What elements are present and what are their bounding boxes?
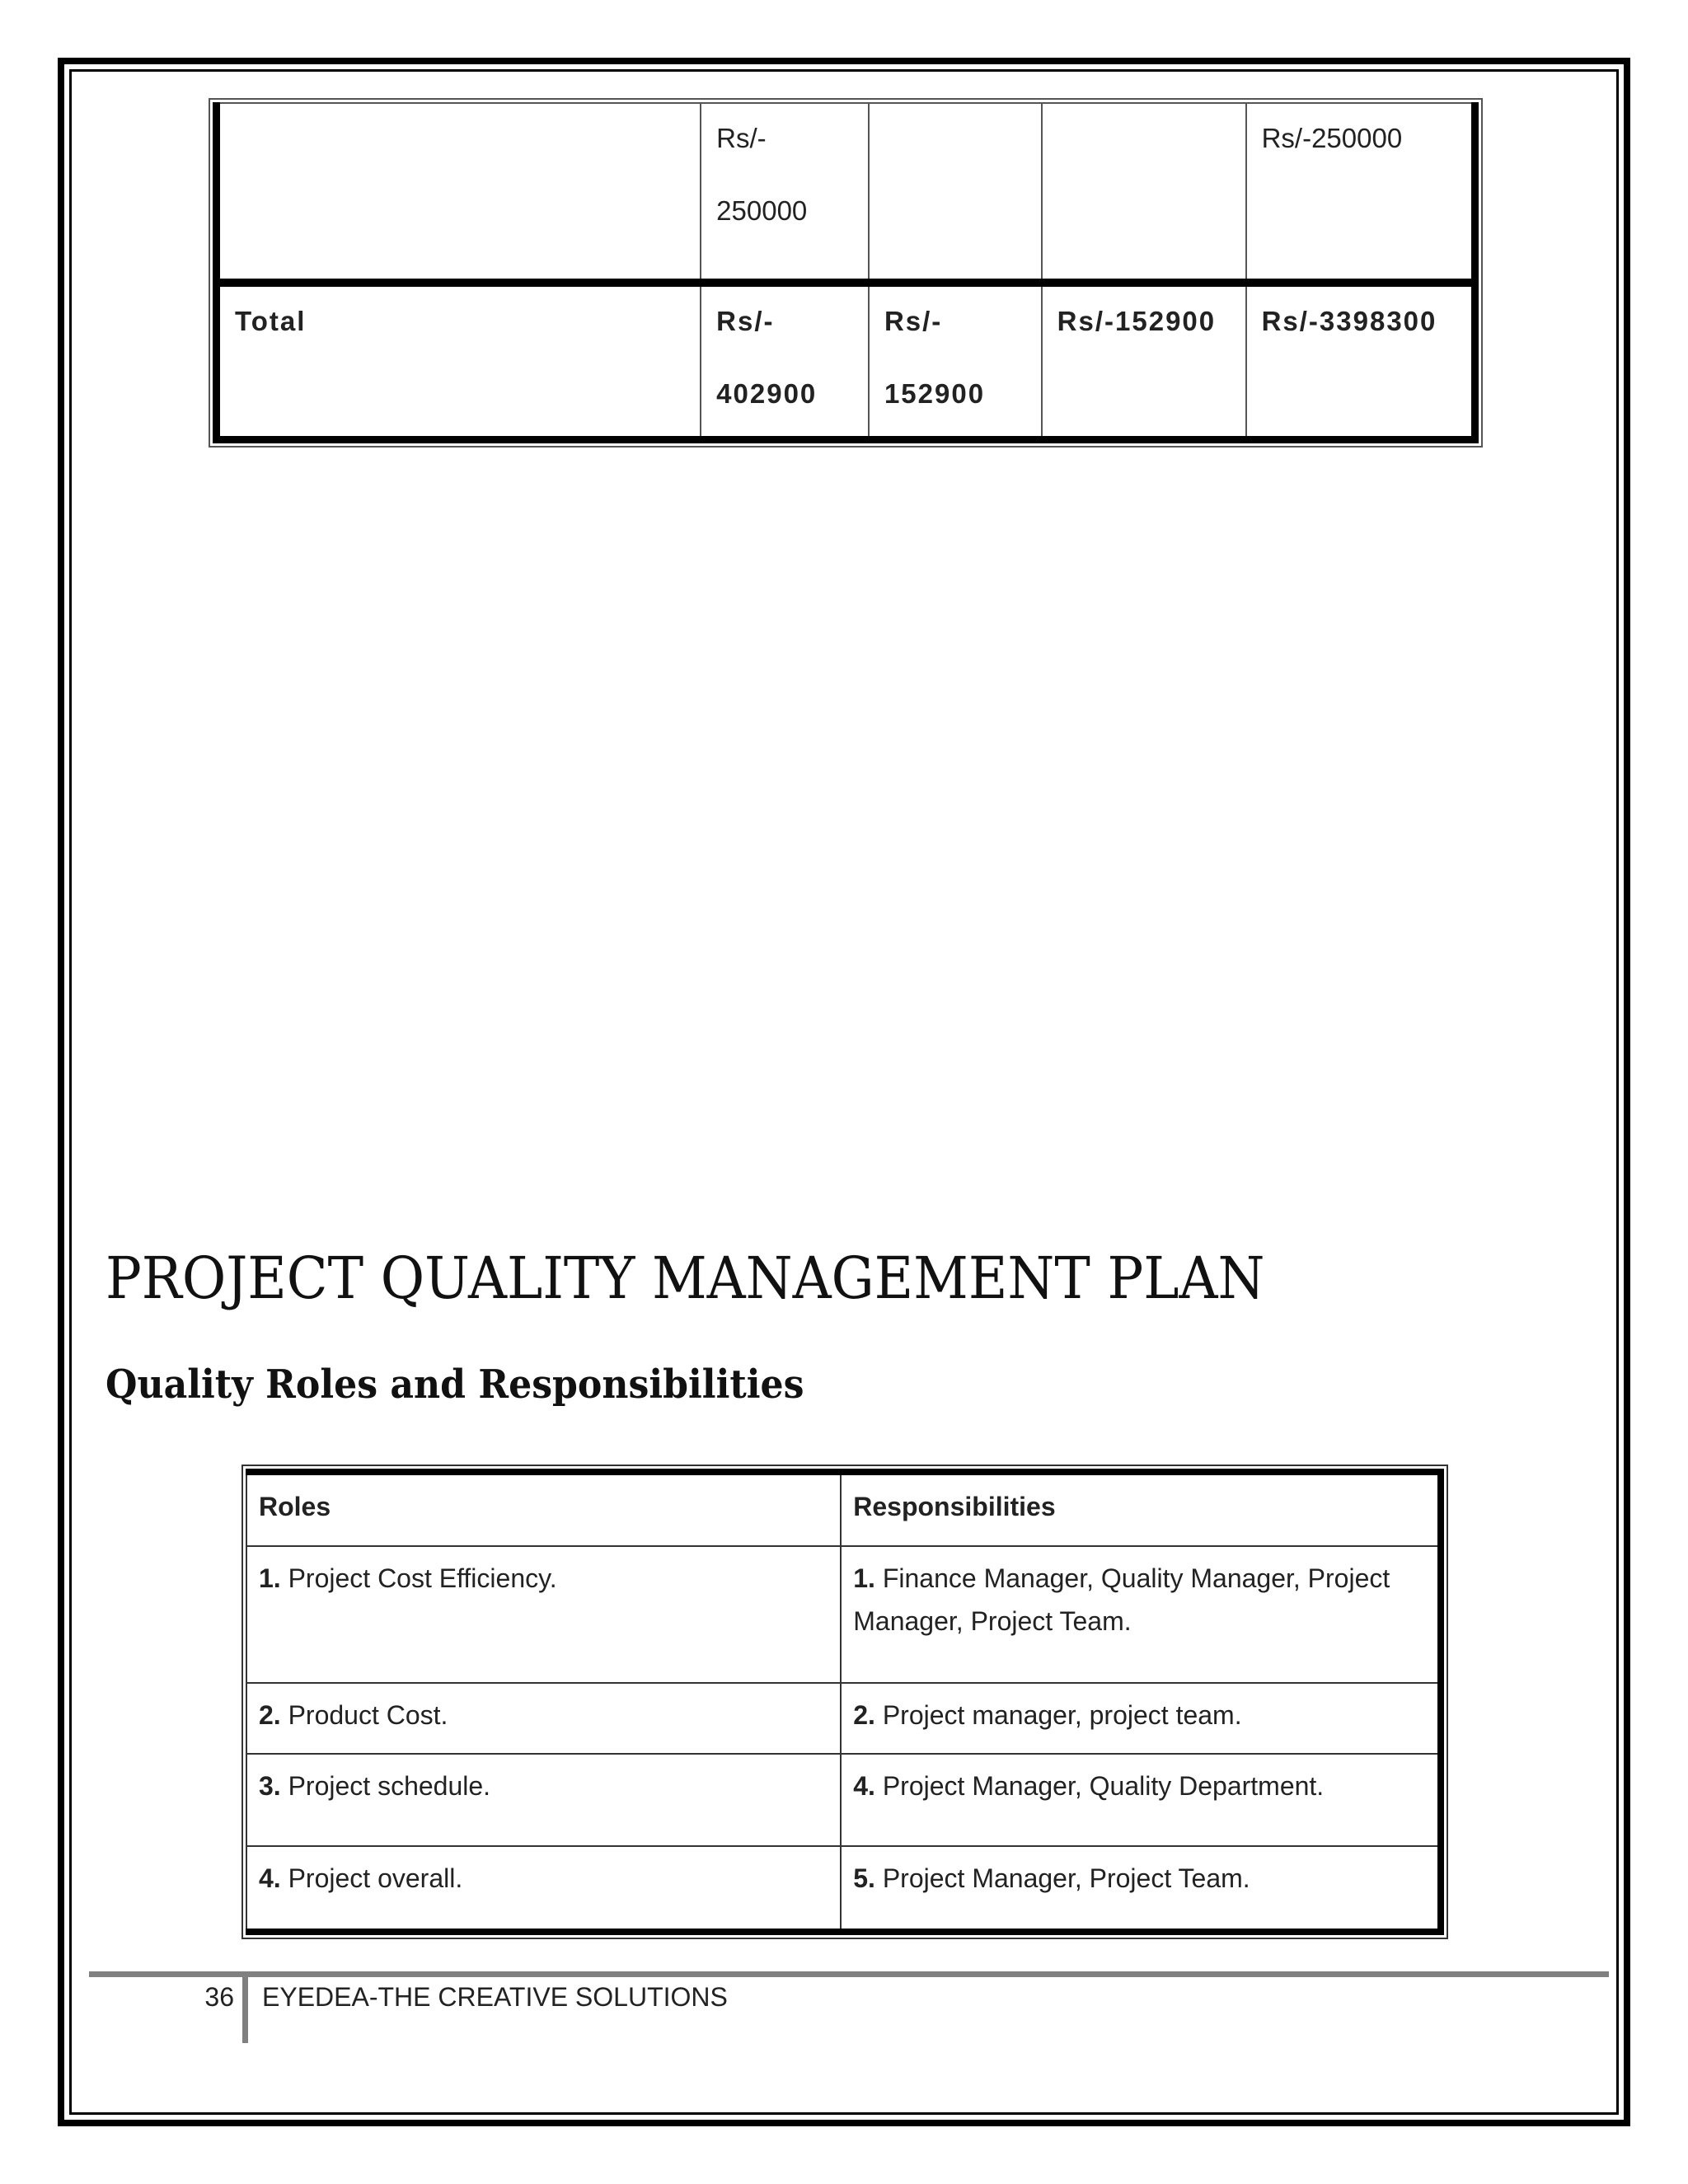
role-cell: [246, 1683, 841, 1754]
total-label-text: Total: [235, 306, 307, 336]
responsibility-cell: [841, 1846, 1441, 1932]
section-heading: PROJECT QUALITY MANAGEMENT PLAN: [106, 1244, 1265, 1312]
budget-cell: [1042, 103, 1246, 283]
role-cell: [246, 1754, 841, 1846]
total-cell: [1042, 283, 1246, 439]
footer-company: EYEDEA-THE CREATIVE SOLUTIONS: [262, 1982, 728, 2012]
page-number: 36: [204, 1982, 234, 2012]
role-number: 3.: [259, 1771, 281, 1801]
subsection-heading: Quality Roles and Responsibilities: [106, 1361, 804, 1408]
responsibility-text: Finance Manager, Quality Manager, Project Manager, Project Team.: [853, 1563, 1390, 1636]
role-text: Project overall.: [280, 1863, 463, 1893]
budget-cell-amount: 250000: [716, 195, 808, 226]
responsibility-cell: [841, 1683, 1441, 1754]
responsibility-text: Project Manager, Project Team.: [874, 1863, 1250, 1893]
header-responsibilities: Responsibilities: [841, 1472, 1441, 1546]
total-cell-amount: Rs/-152900: [1057, 306, 1217, 336]
role-cell: [246, 1546, 841, 1683]
total-cell: [869, 283, 1042, 439]
responsibility-text: Project Manager, Quality Department.: [874, 1771, 1325, 1801]
role-text: Product Cost.: [280, 1700, 448, 1730]
budget-cell: [869, 103, 1042, 283]
responsibility-number: 2.: [853, 1700, 875, 1730]
total-cell: [1246, 283, 1475, 439]
budget-cell-currency: Rs/-: [716, 123, 767, 153]
footer-rule: [89, 1971, 1609, 1977]
total-cell: [701, 283, 869, 439]
responsibility-number: 4.: [853, 1771, 875, 1801]
role-text: Project schedule.: [280, 1771, 491, 1801]
budget-cell: [1246, 103, 1475, 283]
table-header-row: [246, 1472, 1441, 1546]
role-number: 1.: [259, 1563, 281, 1593]
budget-table: [213, 102, 1479, 443]
role-cell: [246, 1846, 841, 1932]
role-text: Project Cost Efficiency.: [280, 1563, 557, 1593]
responsibility-number: 5.: [853, 1863, 875, 1893]
responsibility-number: 1.: [853, 1563, 875, 1593]
table-row: [246, 1546, 1441, 1683]
total-row: [217, 283, 1475, 439]
total-cell-currency: Rs/-: [716, 306, 775, 336]
footer-divider: [242, 1977, 248, 2043]
roles-table: [246, 1469, 1444, 1935]
role-number: 2.: [259, 1700, 281, 1730]
table-row: [246, 1846, 1441, 1932]
table-row: [246, 1754, 1441, 1846]
total-cell-currency: Rs/-: [884, 306, 943, 336]
budget-cell: [701, 103, 869, 283]
responsibility-text: Project manager, project team.: [874, 1700, 1242, 1730]
responsibility-cell: [841, 1546, 1441, 1683]
table-row: [217, 103, 1475, 283]
total-label: [217, 283, 701, 439]
table-row: [246, 1683, 1441, 1754]
budget-cell-amount: Rs/-250000: [1261, 123, 1403, 153]
responsibility-cell: [841, 1754, 1441, 1846]
total-cell-amount: 152900: [884, 378, 986, 409]
total-cell-amount: Rs/-3398300: [1261, 306, 1437, 336]
role-number: 4.: [259, 1863, 281, 1893]
total-cell-amount: 402900: [716, 378, 818, 409]
budget-cell: [217, 103, 701, 283]
header-roles: Roles: [246, 1472, 841, 1546]
